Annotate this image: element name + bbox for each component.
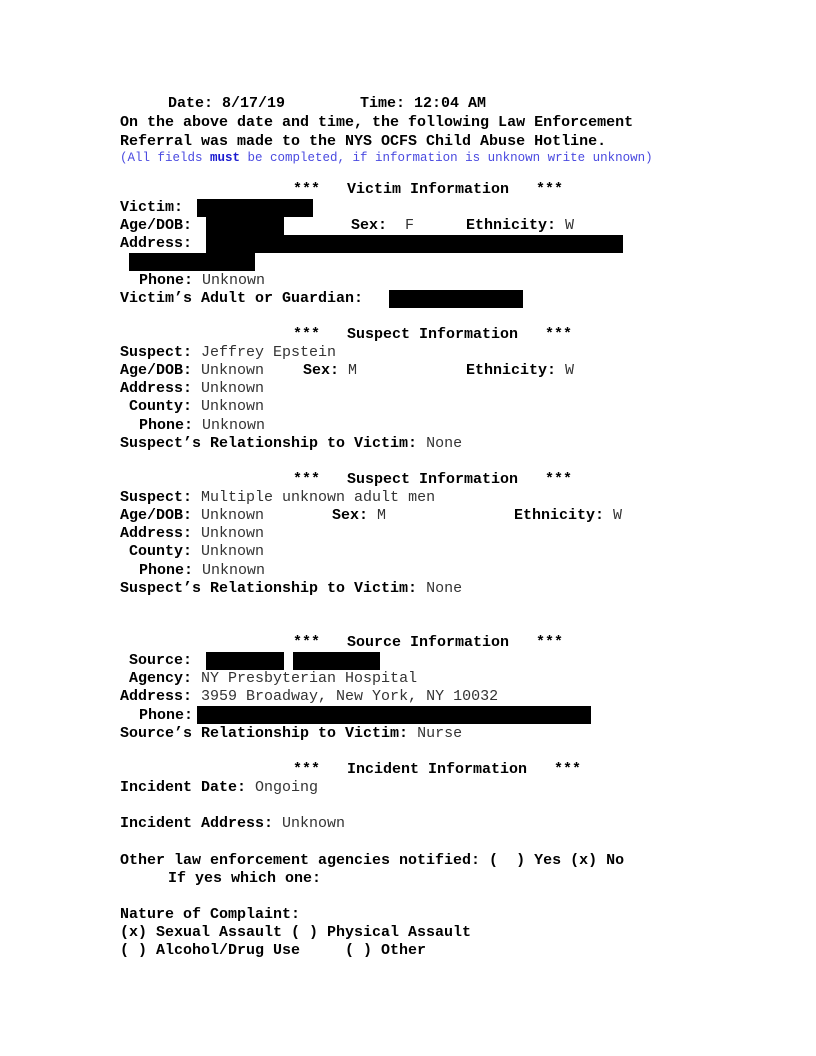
source-relationship-label: Source’s Relationship to Victim: (120, 725, 409, 742)
victim-label: Victim: (120, 199, 184, 216)
incident-address-label: Incident Address: (120, 815, 274, 832)
suspect2-sex-label: Sex: (332, 507, 369, 524)
suspect2-age-label: Age/DOB: (120, 507, 193, 524)
nature-line-1: (x) Sexual Assault ( ) Physical Assault (120, 924, 472, 941)
source-name-redaction-1 (206, 652, 284, 670)
incident-address-value: Unknown (282, 815, 346, 832)
suspect2-relationship (120, 580, 462, 598)
suspect2-age-value: Unknown (201, 507, 265, 524)
if-yes-line: If yes which one: (168, 870, 322, 887)
incident-date-value: Ongoing (255, 779, 319, 796)
suspect2-heading: *** Suspect Information *** (293, 471, 573, 488)
time-label: Time: (360, 95, 406, 112)
date-value: 8/17/19 (222, 95, 286, 112)
victim-heading: *** Victim Information *** (293, 181, 564, 198)
suspect1-phone-value: Unknown (202, 417, 266, 434)
victim-address-redaction (206, 235, 623, 253)
suspect1-relationship (120, 435, 462, 453)
suspect1-name-label: Suspect: (120, 344, 193, 361)
note-must: must (210, 151, 241, 165)
source-agency-label: Agency: (129, 670, 193, 687)
suspect2-name (120, 489, 435, 507)
victim-ethnicity-value: W (565, 217, 575, 234)
suspect1-county-label: County: (129, 398, 193, 415)
guardian-redaction (389, 290, 523, 308)
victim-sex-value: F (405, 217, 415, 234)
suspect2-relationship-label: Suspect’s Relationship to Victim: (120, 580, 418, 597)
note-post: be completed, if information is unknown write unknown) (240, 151, 653, 165)
suspect1-ethnicity (466, 362, 574, 380)
source-name-redaction-2 (293, 652, 380, 670)
nature-line-2: ( ) Alcohol/Drug Use ( ) Other (120, 942, 427, 959)
suspect1-ethnicity-value: W (565, 362, 575, 379)
suspect1-phone (139, 417, 265, 435)
victim-sex-label: Sex: (351, 217, 388, 234)
suspect1-address-value: Unknown (201, 380, 265, 397)
victim-age-redaction (206, 217, 284, 235)
source-address-value: 3959 Broadway, New York, NY 10032 (201, 688, 499, 705)
suspect2-county-value: Unknown (201, 543, 265, 560)
suspect2-relationship-value: None (426, 580, 463, 597)
victim-ethnicity (466, 217, 574, 235)
suspect2-county (129, 543, 264, 561)
suspect2-name-value: Multiple unknown adult men (201, 489, 436, 506)
note-pre: (All fields (120, 151, 211, 165)
suspect1-county (129, 398, 264, 416)
incident-heading: *** Incident Information *** (293, 761, 582, 778)
suspect2-address-value: Unknown (201, 525, 265, 542)
suspect1-sex-label: Sex: (303, 362, 340, 379)
suspect1-sex-value: M (348, 362, 358, 379)
incident-date (120, 779, 318, 797)
suspect2-address-label: Address: (120, 525, 193, 542)
suspect2-county-label: County: (129, 543, 193, 560)
source-phone-redaction (197, 706, 591, 724)
victim-sex (351, 217, 414, 235)
suspect2-name-label: Suspect: (120, 489, 193, 506)
victim-phone (139, 272, 265, 290)
time-line (360, 95, 486, 113)
suspect1-address (120, 380, 264, 398)
source-address (120, 688, 498, 706)
source-label: Source: (129, 652, 193, 669)
victim-age-label: Age/DOB: (120, 217, 193, 234)
victim-phone-label: Phone: (139, 272, 194, 289)
suspect2-ethnicity-label: Ethnicity: (514, 507, 605, 524)
source-agency-value: NY Presbyterian Hospital (201, 670, 418, 687)
incident-address (120, 815, 345, 833)
source-heading: *** Source Information *** (293, 634, 564, 651)
victim-address-label: Address: (120, 235, 193, 252)
suspect2-phone (139, 562, 265, 580)
victim-ethnicity-label: Ethnicity: (466, 217, 557, 234)
intro-line-2: Referral was made to the NYS OCFS Child Abuse Hotline. (120, 133, 607, 150)
suspect2-phone-value: Unknown (202, 562, 266, 579)
suspect1-age (120, 362, 264, 380)
suspect1-age-value: Unknown (201, 362, 265, 379)
intro-line-1: On the above date and time, the following Law Enforcement (120, 114, 634, 131)
suspect2-ethnicity-value: W (613, 507, 623, 524)
suspect1-county-value: Unknown (201, 398, 265, 415)
suspect2-sex-value: M (377, 507, 387, 524)
suspect2-address (120, 525, 264, 543)
source-agency (129, 670, 417, 688)
incident-date-label: Incident Date: (120, 779, 247, 796)
suspect1-relationship-value: None (426, 435, 463, 452)
source-relationship-value: Nurse (417, 725, 463, 742)
suspect2-sex (332, 507, 386, 525)
completion-note (120, 150, 653, 166)
suspect1-heading: *** Suspect Information *** (293, 326, 573, 343)
suspect1-phone-label: Phone: (139, 417, 194, 434)
suspect2-age (120, 507, 264, 525)
suspect1-address-label: Address: (120, 380, 193, 397)
guardian-label: Victim’s Adult or Guardian: (120, 290, 364, 307)
suspect1-ethnicity-label: Ethnicity: (466, 362, 557, 379)
date-label: Date: (168, 95, 214, 112)
other-agencies-line: Other law enforcement agencies notified: ( ) Yes (x) No (120, 852, 625, 869)
suspect2-ethnicity (514, 507, 622, 525)
victim-name-redaction (197, 199, 313, 217)
suspect1-age-label: Age/DOB: (120, 362, 193, 379)
date-line (168, 95, 285, 113)
victim-address-redaction-2 (129, 253, 255, 271)
suspect1-name-value: Jeffrey Epstein (201, 344, 337, 361)
time-value: 12:04 AM (414, 95, 487, 112)
victim-phone-value: Unknown (202, 272, 266, 289)
source-address-label: Address: (120, 688, 193, 705)
nature-label: Nature of Complaint: (120, 906, 301, 923)
source-relationship (120, 725, 462, 743)
suspect1-sex (303, 362, 357, 380)
suspect1-name (120, 344, 336, 362)
suspect1-relationship-label: Suspect’s Relationship to Victim: (120, 435, 418, 452)
source-phone-label: Phone: (139, 707, 194, 724)
suspect2-phone-label: Phone: (139, 562, 194, 579)
